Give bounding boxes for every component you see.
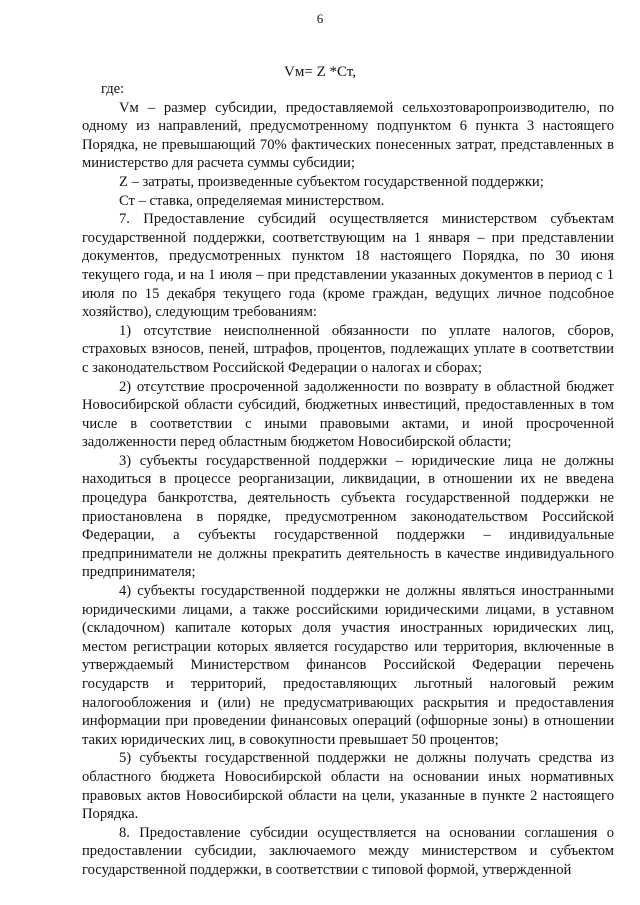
- paragraph-item-7: 7. Предоставление субсидий осуществляется министерством субъектам государственной поддержки, соответствующим на 1 января – при представлении документов, предусмотренных пунктом 18 настоящего Порядка, по 30 июня текущего года, и на 1 июля – при представлении указанных документов в период с 1 июля по 15 декабря текущего года (кроме граждан, ведущих личное подсобное хозяйство), следующим требованиям:: [82, 211, 614, 321]
- document-body: [82, 80, 614, 880]
- subsidy-formula: Vм= Z *Ст,: [284, 64, 356, 80]
- paragraph-item-8: 8. Предоставление субсидии осуществляется на основании соглашения о предоставлении субсидии, заключаемого между министерством и субъектом государственной поддержки, в соответствии с типовой формой, утвержденной: [82, 824, 614, 878]
- paragraph-requirement-1: 1) отсутствие неисполненной обязанности по уплате налогов, сборов, страховых взносов, пеней, штрафов, процентов, подлежащих уплате в соответствии с законодательством Российской Федерации о налогах и сборах;: [82, 322, 614, 376]
- paragraph-z-definition: Z – затраты, произведенные субъектом государственной поддержки;: [119, 173, 544, 190]
- paragraph-vm-definition: Vм – размер субсидии, предоставляемой сельхозтоваропроизводителю, по одному из направлений, предусмотренному подпунктом 6 пункта 3 настоящего Порядка, не превышающий 70% фактических понесенных затрат, представленных в министерство для расчета суммы субсидии;: [82, 99, 614, 172]
- paragraph-requirement-5: 5) субъекты государственной поддержки не должны получать средства из областного бюджета Новосибирской области на основании иных нормативных правовых актов Новосибирской области на цели, указанные в пункте 2 настоящего Порядка.: [82, 750, 614, 823]
- paragraph-requirement-4: 4) субъекты государственной поддержки не должны являться иностранными юридическими лицами, а также российскими юридическими лицами, в уставном (складочном) капитале которых доля участия иностранных юридических лиц, местом регистрации которых является государство или территория, включенные в утверждаемый Министерством финансов Российской Федерации перечень государств и территорий, предоставляющих льготный налоговый режим налогообложения и (или) не предусматривающих раскрытия и предоставления информации при проведении финансовых операций (офшорные зоны) в отношении таких юридических лиц, в совокупности превышает 50 процентов;: [82, 583, 614, 748]
- paragraph-requirement-3: 3) субъекты государственной поддержки – юридические лица не должны находиться в процессе реорганизации, ликвидации, в отношении их не введена процедура банкротства, деятельность субъекта государственной поддержки не приостановлена в порядке, предусмотренном законодательством Российской Федерации, а субъекты государственной поддержки – индивидуальные предприниматели не должны прекратить деятельность в качестве индивидуального предпринимателя;: [82, 452, 614, 581]
- paragraph-where: где:: [101, 81, 125, 97]
- paragraph-requirement-2: 2) отсутствие просроченной задолженности по возврату в областной бюджет Новосибирской области субсидий, бюджетных инвестиций, предоставленных в том числе в соответствии с иными правовыми актами, и иной просроченной задолженности перед областным бюджетом Новосибирской области;: [82, 378, 614, 451]
- paragraph-st-definition: Ст – ставка, определяемая министерством.: [119, 192, 385, 209]
- page-number: 6: [316, 11, 324, 26]
